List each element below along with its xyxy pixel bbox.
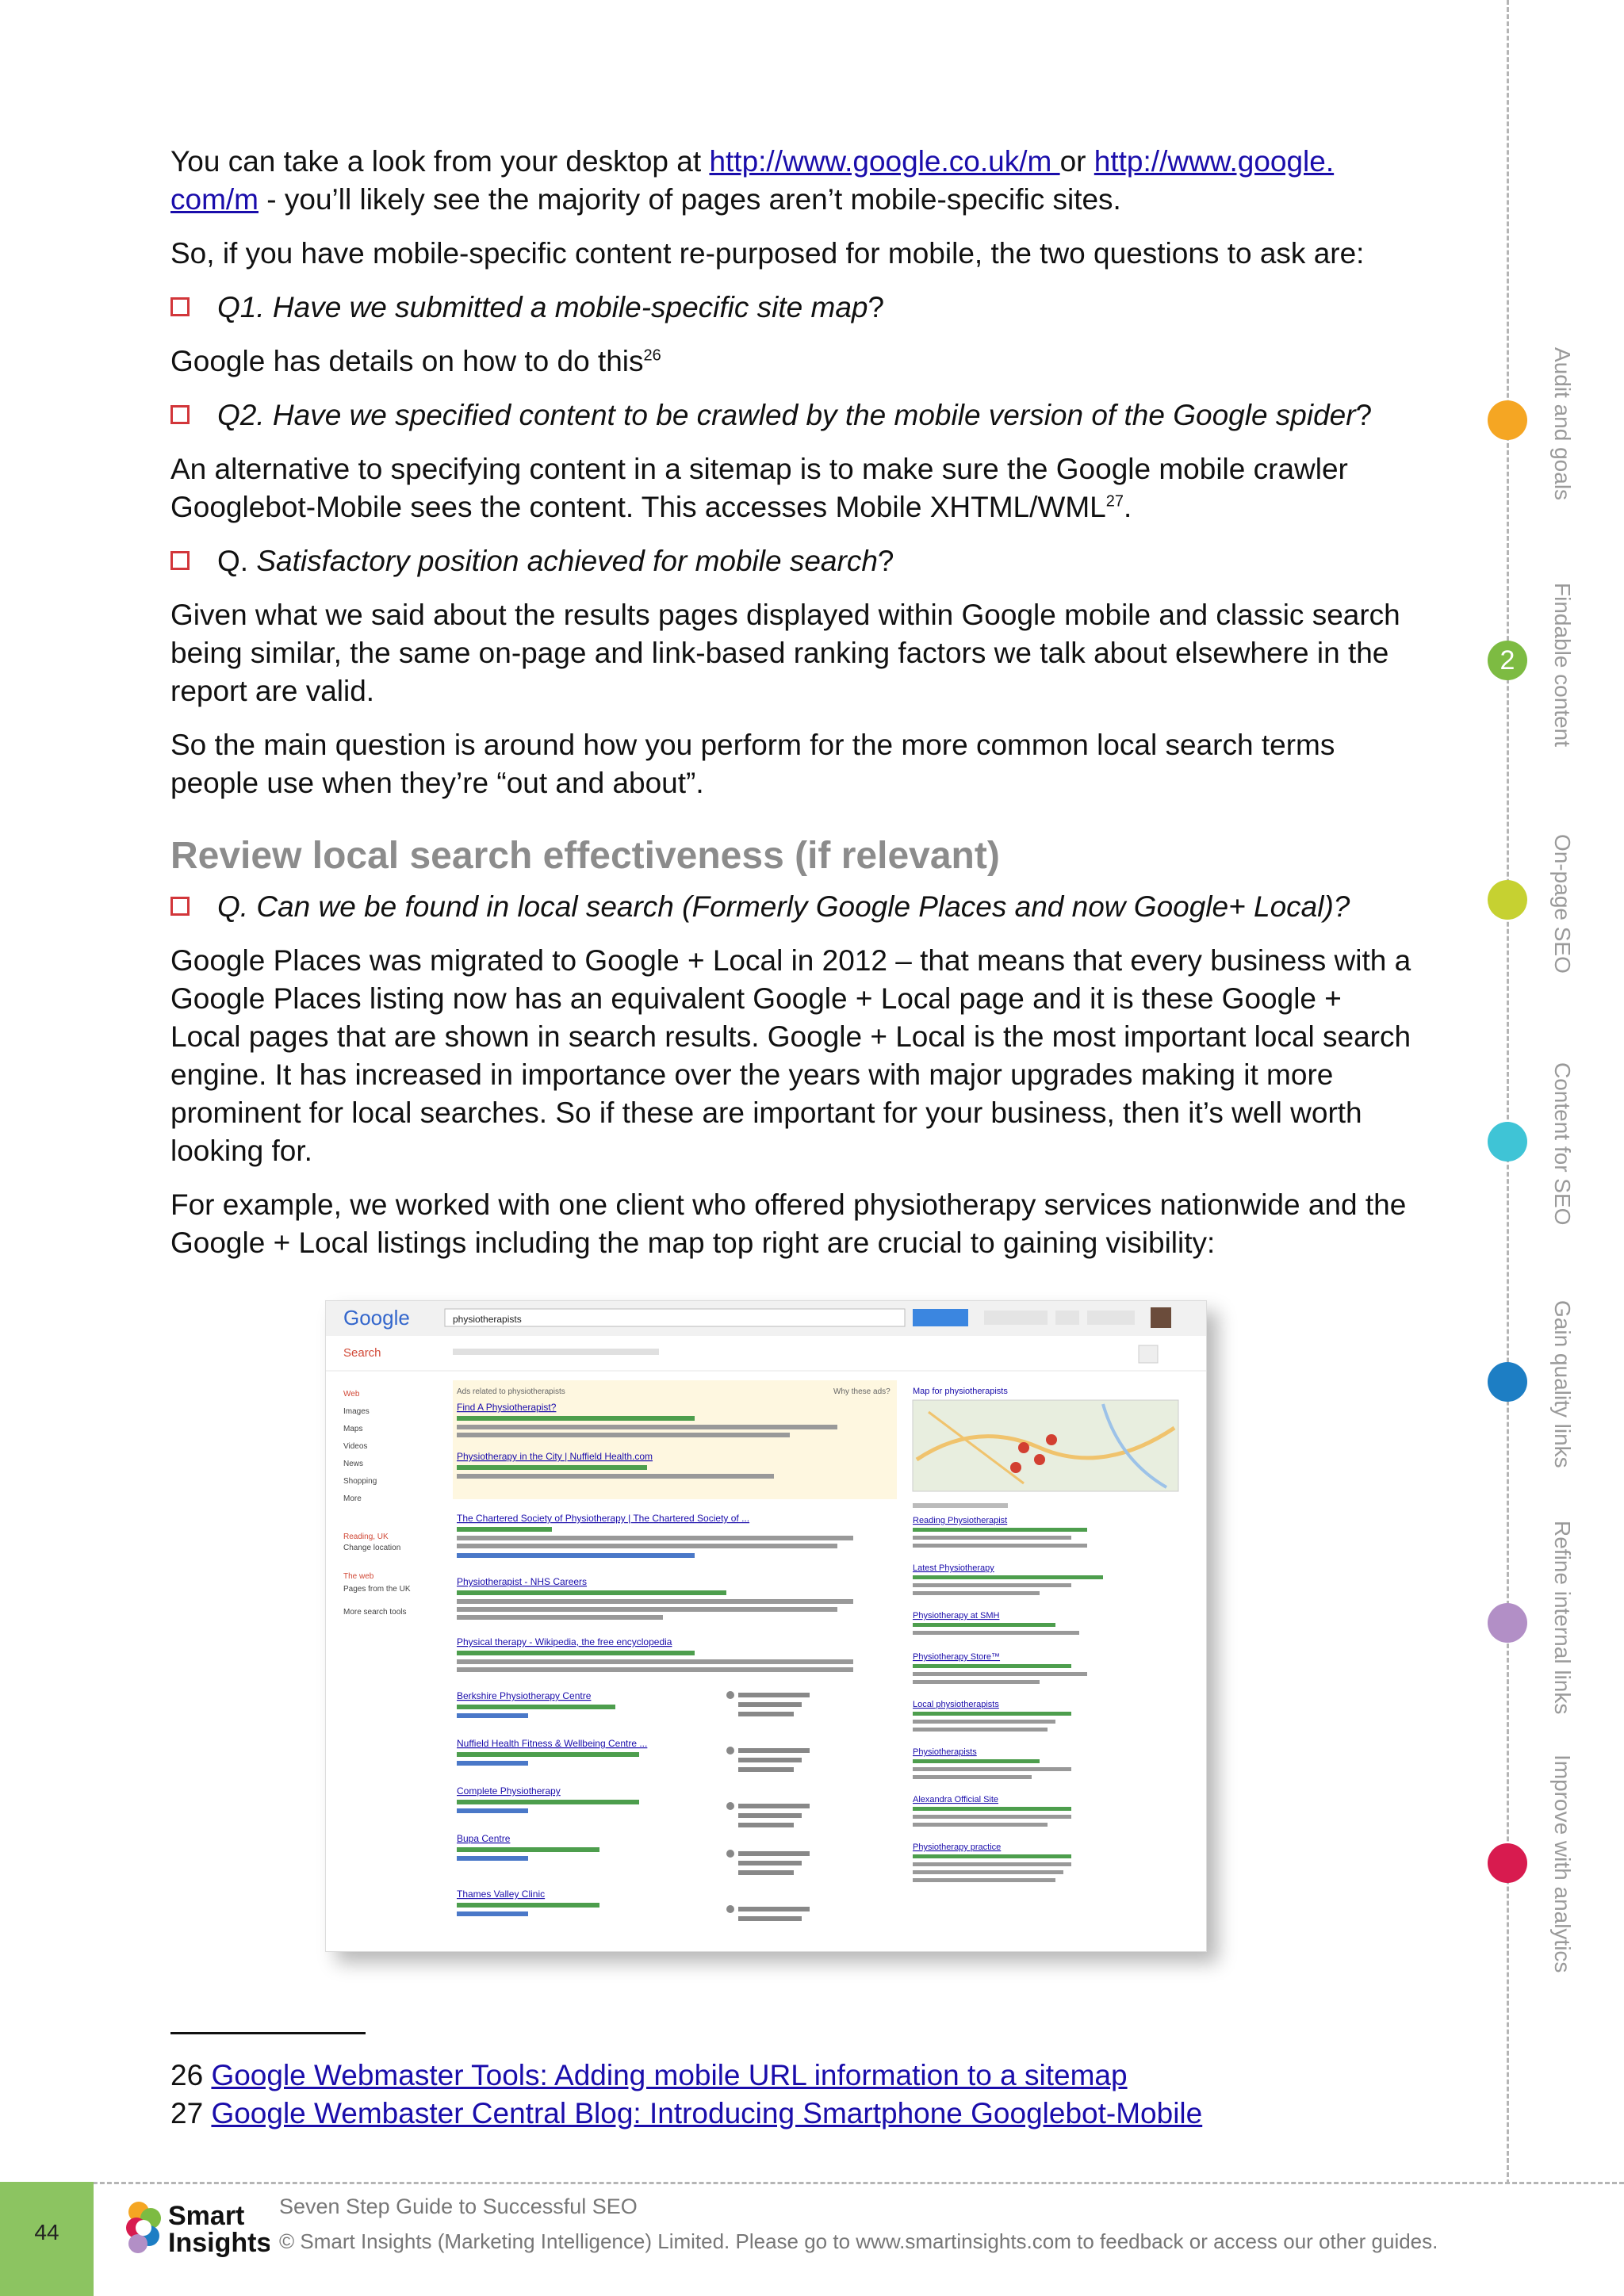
svg-text:Reading, UK: Reading, UK — [343, 1533, 389, 1541]
side-label-findable[interactable]: Findable content — [1550, 583, 1575, 748]
question-1: Q1. Have we submitted a mobile-specific site map? — [170, 289, 1415, 327]
smart-insights-logo — [119, 2195, 270, 2266]
link-google-com-m-part2[interactable]: com/m — [170, 183, 259, 216]
footer-title: Seven Step Guide to Successful SEO — [279, 2195, 638, 2218]
step-dot-links[interactable] — [1488, 1362, 1527, 1402]
svg-text:Berkshire Physiotherapy Centre: Berkshire Physiotherapy Centre — [457, 1690, 592, 1701]
svg-text:Change location: Change location — [343, 1544, 401, 1552]
search-label: Search — [343, 1346, 381, 1360]
side-label-links[interactable]: Gain quality links — [1550, 1300, 1575, 1468]
svg-text:Latest Physiotherapy: Latest Physiotherapy — [913, 1563, 994, 1573]
section-heading: Review local search effectiveness (if relevant) — [170, 835, 1000, 877]
svg-text:Nuffield Health Fitness & Well: Nuffield Health Fitness & Wellbeing Centre ... — [457, 1738, 648, 1749]
search-button — [913, 1309, 968, 1326]
footnote-rule — [170, 2032, 366, 2034]
paragraph-details: Google has details on how to do this$^{26}$ — [170, 345, 661, 377]
search-query: physiotherapists — [453, 1314, 522, 1325]
svg-text:Physiotherapy at SMH: Physiotherapy at SMH — [913, 1611, 1000, 1621]
svg-text:Videos: Videos — [343, 1442, 368, 1451]
svg-text:Physical therapy - Wikipedia,: Physical therapy - Wikipedia, the free encyclopedia — [457, 1636, 672, 1647]
svg-text:More search tools: More search tools — [343, 1608, 407, 1617]
footnote-ref-27: 27 — [1105, 492, 1124, 511]
footnote-26-link[interactable]: Google Webmaster Tools: Adding mobile URL information to a sitemap — [211, 2059, 1128, 2091]
paragraph-results-similar: Given what we said about the results pages displayed within Google mobile and classic search being similar, the same on-page and link-based ranking factors we talk about elsewhere in the report are valid. — [170, 599, 1400, 707]
svg-text:Reading Physiotherapist: Reading Physiotherapist — [913, 1516, 1008, 1525]
main-content — [170, 143, 1415, 1950]
question-3: Q. Satisfactory position achieved for mobile search? — [170, 542, 1415, 580]
footer-copyright: © Smart Insights (Marketing Intelligence) Limited. Please go to www.smartinsights.com to feedback or access our other guides. — [279, 2229, 1438, 2253]
google-results-screenshot — [325, 1300, 1205, 1950]
side-label-analytics[interactable]: Improve with analytics — [1550, 1755, 1575, 1973]
local-results — [457, 1690, 647, 1916]
svg-text:Bupa Centre: Bupa Centre — [457, 1833, 511, 1844]
svg-text:Smart: Smart — [168, 2201, 245, 2231]
link-google-com-m-part1[interactable]: http://www.google. — [1094, 145, 1335, 178]
svg-text:News: News — [343, 1460, 364, 1468]
svg-text:Physiotherapy in the City | Nu: Physiotherapy in the City | Nuffield Health.com — [457, 1451, 653, 1462]
paragraph-alternative: An alternative to specifying content in a sitemap is to make sure the Google mobile crawler Googlebot-Mobile sees the content. This accesses Mobile XHTML/WML$^{27}$. — [170, 453, 1348, 523]
svg-text:Thames Valley Clinic: Thames Valley Clinic — [457, 1888, 546, 1900]
svg-text:Physiotherapy Store™: Physiotherapy Store™ — [913, 1652, 1001, 1662]
step-dot-findable[interactable]: 2 — [1488, 641, 1527, 680]
svg-text:Physiotherapists: Physiotherapists — [913, 1747, 977, 1757]
checkbox-icon — [170, 405, 190, 424]
svg-text:Local physiotherapists: Local physiotherapists — [913, 1700, 999, 1709]
paragraph-questions-intro: So, if you have mobile-specific content re-purposed for mobile, the two questions to ask are: — [170, 237, 1365, 270]
link-google-co-uk-m[interactable]: http://www.google.co.uk/m — [709, 145, 1060, 178]
svg-text:Find A Physiotherapist?: Find A Physiotherapist? — [457, 1402, 557, 1413]
svg-text:Why these ads?: Why these ads? — [833, 1387, 891, 1396]
footnote-27: 27 Google Wembaster Central Blog: Introducing Smartphone Googlebot-Mobile — [170, 2097, 1203, 2130]
paragraph-main-question: So the main question is around how you perform for the more common local search terms people use when they’re “out and about”. — [170, 729, 1335, 799]
paragraph-desktop: You can take a look from your desktop at http://www.google.co.uk/m or http://www.google. com/m - you’ll likely see the majority of pages aren’t mobile-specific sites. — [170, 145, 1335, 216]
google-logo: Google — [343, 1306, 410, 1330]
footnote-ref-26: 26 — [643, 346, 661, 365]
svg-text:Alexandra Official Site: Alexandra Official Site — [913, 1795, 999, 1804]
step-dot-audit[interactable] — [1488, 400, 1527, 440]
svg-text:Insights: Insights — [168, 2228, 270, 2258]
logo-icon — [119, 2195, 270, 2266]
step-dot-onpage[interactable] — [1488, 880, 1527, 920]
question-4: Q. Can we be found in local search (Formerly Google Places and now Google+ Local)? — [170, 888, 1415, 926]
svg-text:Map for physiotherapists: Map for physiotherapists — [913, 1387, 1008, 1396]
svg-text:Pages from the UK: Pages from the UK — [343, 1585, 411, 1594]
checkbox-icon — [170, 297, 190, 316]
side-label-internal[interactable]: Refine internal links — [1550, 1521, 1575, 1715]
paragraph-example: For example, we worked with one client who offered physiotherapy services nationwide and the Google + Local listings including the map top right are crucial to gaining visibility: — [170, 1188, 1407, 1259]
checkbox-icon — [170, 551, 190, 570]
footnotes — [170, 2032, 1202, 2133]
local-addresses — [726, 1691, 810, 1921]
screenshot-drawing — [326, 1301, 1206, 1951]
svg-text:Web: Web — [343, 1390, 360, 1399]
left-nav — [343, 1390, 411, 1617]
svg-text:Ads related to physiotherapist: Ads related to physiotherapists — [457, 1387, 565, 1396]
footnote-27-link[interactable]: Google Wembaster Central Blog: Introducing Smartphone Googlebot-Mobile — [211, 2097, 1203, 2130]
svg-text:Images: Images — [343, 1407, 370, 1416]
side-label-content[interactable]: Content for SEO — [1550, 1062, 1575, 1226]
side-label-audit[interactable]: Audit and goals — [1550, 347, 1575, 501]
svg-text:Physiotherapist - NHS Careers: Physiotherapist - NHS Careers — [457, 1576, 588, 1587]
question-2: Q2. Have we specified content to be crawled by the mobile version of the Google spider? — [170, 396, 1415, 434]
side-label-onpage[interactable]: On-page SEO — [1550, 834, 1575, 974]
svg-text:Shopping: Shopping — [343, 1477, 377, 1486]
svg-text:Physiotherapy practice: Physiotherapy practice — [913, 1843, 1002, 1852]
right-ads — [913, 1516, 1103, 1882]
step-dot-internal[interactable] — [1488, 1603, 1527, 1643]
svg-text:Complete Physiotherapy: Complete Physiotherapy — [457, 1785, 561, 1797]
svg-text:More: More — [343, 1494, 362, 1503]
checkbox-icon — [170, 897, 190, 916]
svg-text:The Chartered Society of Physi: The Chartered Society of Physiotherapy | The Chartered Society of ... — [457, 1513, 750, 1524]
step-dot-analytics[interactable] — [1488, 1843, 1527, 1883]
svg-text:The web: The web — [343, 1572, 374, 1581]
page-number: 44 — [34, 2220, 59, 2244]
organic-results — [457, 1513, 853, 1672]
svg-text:Maps: Maps — [343, 1425, 363, 1433]
paragraph-google-places: Google Places was migrated to Google + Local in 2012 – that means that every business with a Google Places listing now has an equivalent Google + Local page and it is these Google + Local pages that are shown in search results. Google + Local is the most important local search engine. It has increased in importance over the years with major upgrades making it more prominent for local searches. So if these are important for your business, then it’s well worth looking for. — [170, 944, 1411, 1167]
footer-divider — [0, 2182, 1624, 2184]
step-dot-content[interactable] — [1488, 1122, 1527, 1161]
footnote-26: 26 Google Webmaster Tools: Adding mobile URL information to a sitemap — [170, 2059, 1128, 2091]
